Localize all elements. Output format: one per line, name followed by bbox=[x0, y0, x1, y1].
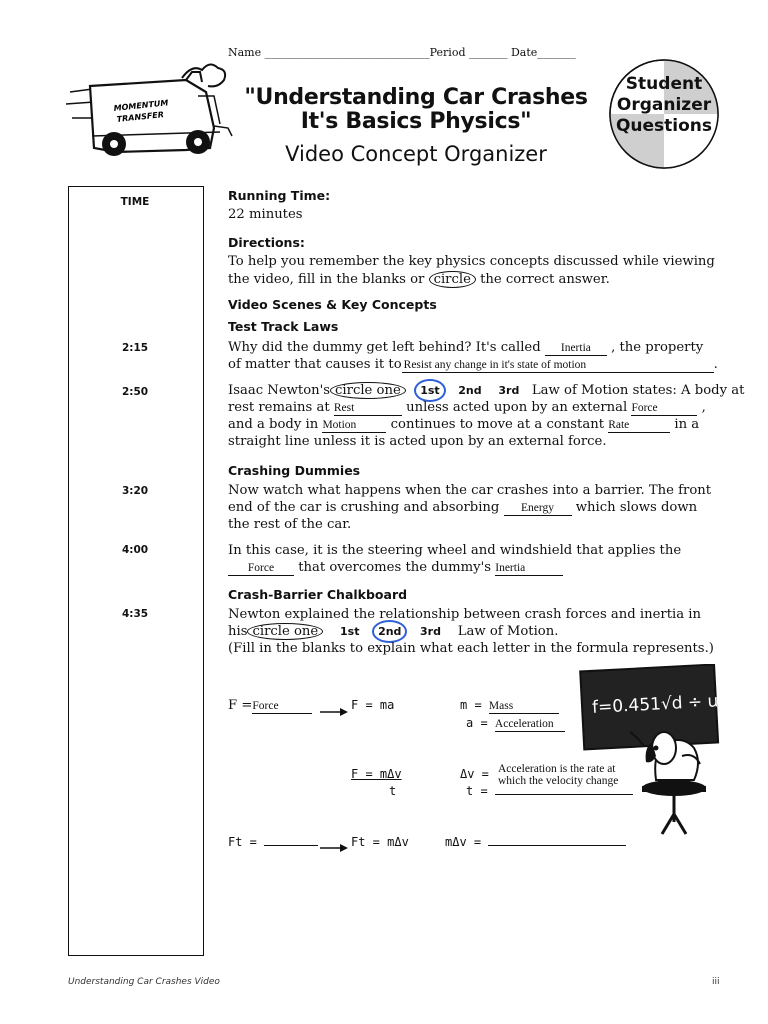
badge-line-2: Organizer bbox=[616, 95, 712, 115]
option-1st-2[interactable]: 1st bbox=[340, 625, 360, 638]
chalkboard-line-2a: his bbox=[228, 624, 248, 639]
circle-word: circle bbox=[429, 271, 476, 288]
f-ma-formula: F = ma bbox=[351, 698, 395, 712]
time-heading: TIME bbox=[120, 196, 150, 208]
student-organizer-badge bbox=[606, 58, 722, 170]
test-track-q2 bbox=[228, 382, 745, 450]
mdv-eq-label: mΔv = bbox=[445, 835, 482, 849]
force-blank-2[interactable]: Force bbox=[228, 562, 294, 576]
directions-line-1: To help you remember the key physics concepts discussed while viewing bbox=[228, 254, 715, 269]
section-scenes-heading: Video Scenes & Key Concepts bbox=[228, 297, 437, 312]
crashing-line-2b: which slows down bbox=[575, 500, 698, 515]
option-2nd[interactable]: 2nd bbox=[458, 384, 482, 397]
dv-answer-line-2: which the velocity change bbox=[498, 775, 619, 787]
q2-text-g: continues to move at a constant bbox=[390, 417, 604, 432]
truck-text-2: TRANSFER bbox=[116, 110, 165, 124]
arrow-icon-2 bbox=[320, 838, 348, 857]
q2-text-d: unless acted upon by an external bbox=[406, 400, 628, 415]
energy-blank[interactable]: Energy bbox=[504, 502, 572, 516]
dv-answer-line-1: Acceleration is the rate at bbox=[498, 763, 616, 775]
chalkboard-line-2b: Law of Motion. bbox=[457, 624, 559, 639]
chalkboard-text bbox=[228, 606, 728, 657]
time-mark-4: 4:00 bbox=[121, 544, 149, 556]
name-field[interactable]: Name ______________________________ bbox=[228, 46, 430, 59]
t-row bbox=[466, 783, 633, 800]
badge-line-3: Questions bbox=[615, 116, 713, 136]
truck-illustration bbox=[62, 56, 237, 166]
chalkboard-formula: f=0.451√d ÷ u.1 bbox=[591, 690, 728, 718]
q1-text-a: Why did the dummy get left behind? It's called bbox=[228, 340, 541, 355]
inertia-blank-2[interactable]: Inertia bbox=[495, 562, 563, 576]
running-time-value: 22 minutes bbox=[228, 207, 303, 222]
mdv-row bbox=[445, 834, 626, 851]
a-row bbox=[466, 715, 565, 732]
footer-page-number: iii bbox=[712, 977, 720, 987]
time-column bbox=[68, 186, 204, 956]
time-mark-3: 3:20 bbox=[121, 485, 149, 497]
badge-line-1: Student bbox=[625, 74, 703, 94]
m-eq-label: m = bbox=[460, 698, 482, 712]
q2-text-b: Law of Motion states: A body at bbox=[531, 383, 745, 398]
q1-text-c: of matter that causes it to bbox=[228, 357, 402, 372]
inertia-blank[interactable]: Inertia bbox=[545, 342, 607, 356]
option-2nd-selected[interactable]: 2nd bbox=[372, 620, 407, 643]
time-mark-5: 4:35 bbox=[121, 608, 149, 620]
mass-blank[interactable]: Mass bbox=[489, 700, 559, 714]
m-row bbox=[460, 697, 559, 714]
rate-blank[interactable]: Rate bbox=[608, 419, 670, 433]
crashing-line-3: the rest of the car. bbox=[228, 517, 352, 532]
crashing-text-2 bbox=[228, 542, 728, 576]
ft-eq-label: Ft = bbox=[228, 835, 257, 849]
q2-text-h: in a bbox=[674, 417, 700, 432]
f-mdv-fraction bbox=[351, 766, 402, 800]
f-force-blank[interactable]: Force bbox=[252, 700, 312, 714]
a-eq-label: a = bbox=[466, 716, 488, 730]
directions-text bbox=[228, 253, 728, 288]
title-line-1: "Understanding Car Crashes bbox=[244, 85, 588, 110]
q2-text-i: straight line unless it is acted upon by an external force. bbox=[228, 434, 607, 449]
q2-text-c: rest remains at bbox=[228, 400, 330, 415]
f-mdv-numerator: F = mΔv bbox=[351, 767, 402, 781]
t-blank[interactable] bbox=[495, 794, 633, 795]
option-3rd[interactable]: 3rd bbox=[498, 384, 520, 397]
page-title bbox=[236, 84, 596, 136]
directions-label: Directions: bbox=[228, 235, 305, 250]
time-mark-1: 2:15 bbox=[121, 342, 149, 354]
circle-one-oval: circle one bbox=[330, 382, 406, 399]
formula-force-row bbox=[228, 697, 312, 714]
title-line-2: It's Basics Physics" bbox=[300, 109, 532, 134]
resist-change-blank[interactable]: Resist any change in it's state of motion bbox=[402, 359, 714, 373]
q2-text-a: Isaac Newton's bbox=[228, 383, 331, 398]
force-blank[interactable]: Force bbox=[631, 402, 697, 416]
dv-eq-label: Δv = bbox=[460, 767, 489, 781]
chalkboard-line-3: (Fill in the blanks to explain what each letter in the formula represents.) bbox=[228, 641, 714, 656]
chalkboard-line-1: Newton explained the relationship between crash forces and inertia in bbox=[228, 607, 702, 622]
directions-line-2a: the video, fill in the blanks or bbox=[228, 272, 425, 287]
date-field[interactable]: Date_______ bbox=[510, 46, 576, 59]
rest-blank[interactable]: Rest bbox=[334, 402, 402, 416]
t-eq-label: t = bbox=[466, 784, 488, 798]
option-3rd-2[interactable]: 3rd bbox=[420, 625, 441, 638]
test-track-q1: Why did the dummy get left behind? It's called Inertia , the property of matter that causes it to Resist any change in it's state of motion . bbox=[228, 340, 718, 372]
acceleration-blank[interactable]: Acceleration bbox=[495, 718, 565, 732]
chalkboard-heading: Crash-Barrier Chalkboard bbox=[228, 587, 408, 602]
page-subtitle: Video Concept Organizer bbox=[285, 142, 547, 166]
time-mark-2: 2:50 bbox=[121, 386, 149, 398]
period-field[interactable]: Period _______ bbox=[429, 46, 508, 59]
header-fields bbox=[228, 44, 576, 61]
crashing-line-5a: that overcomes the dummy's bbox=[298, 560, 492, 575]
arrow-icon bbox=[320, 702, 348, 721]
directions-line-2b: the correct answer. bbox=[480, 272, 610, 287]
q2-text-f: and a body in bbox=[228, 417, 319, 432]
crashing-dummies-heading: Crashing Dummies bbox=[228, 463, 361, 478]
option-1st-selected[interactable]: 1st bbox=[414, 379, 445, 402]
ft-blank[interactable] bbox=[264, 845, 318, 846]
f-mdv-denominator: t bbox=[389, 784, 397, 798]
q1-text-b: , the property bbox=[611, 340, 704, 355]
chalkboard-dog-illustration bbox=[578, 664, 728, 840]
test-track-heading: Test Track Laws bbox=[228, 319, 339, 334]
ft-row bbox=[228, 834, 318, 851]
crashing-text bbox=[228, 482, 728, 533]
q2-text-e: , bbox=[701, 400, 706, 415]
crashing-line-2a: end of the car is crushing and absorbing bbox=[228, 500, 500, 515]
circle-one-oval-2: circle one bbox=[247, 623, 323, 640]
motion-blank[interactable]: Motion bbox=[322, 419, 386, 433]
f-eq-label: F = bbox=[228, 698, 253, 713]
crashing-line-1: Now watch what happens when the car crashes into a barrier. The front bbox=[228, 483, 712, 498]
footer-left: Understanding Car Crashes Video bbox=[68, 977, 220, 987]
crashing-line-4: In this case, it is the steering wheel and windshield that applies the bbox=[228, 543, 682, 558]
running-time-label: Running Time: bbox=[228, 188, 331, 203]
mdv-blank[interactable] bbox=[488, 845, 626, 846]
truck-text-1: MOMENTUM bbox=[113, 98, 169, 113]
ft-mdv-formula: Ft = mΔv bbox=[351, 835, 409, 849]
